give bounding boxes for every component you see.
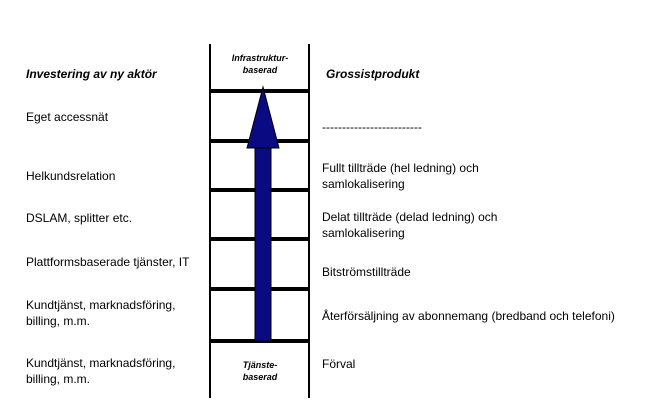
ladder-bottom-label [215,359,305,383]
investment-item [26,297,175,329]
investment-item-line: DSLAM, splitter etc. [26,211,133,225]
right-column-header: Grossistprodukt [326,67,420,81]
wholesale-product [322,308,615,324]
investment-item [26,109,108,125]
wholesale-product-line: Bitströmstillträde [322,265,411,279]
investment-item-line: Eget accessnät [26,110,109,124]
ladder-top-label [215,52,305,76]
investment-item-line: billing, m.m. [26,314,91,328]
wholesale-product-line: Återförsäljning av abonnemang (bredband och telefoni) [322,309,615,323]
wholesale-product-line: Delat tillträde (delad ledning) och [322,210,498,224]
left-column-header: Investering av ny aktör [26,67,157,81]
ladder-bottom-label-line: Tjänste- [242,360,278,370]
investment-item [26,254,189,270]
investment-item [26,355,175,387]
investment-item-line: Kundtjänst, marknadsföring, [26,298,176,312]
investment-item-line: billing, m.m. [26,372,91,386]
wholesale-product [322,209,497,241]
arrow-up-icon [247,87,279,341]
wholesale-product-line: ------------------------- [322,120,422,134]
investment-item [26,168,115,184]
investment-item-line: Helkundsrelation [26,169,116,183]
wholesale-product-line: samlokalisering [322,226,405,240]
ladder-top-label-line: baserad [242,65,278,75]
investment-item-line: Plattformsbaserade tjänster, IT [26,255,190,269]
wholesale-product [322,264,411,280]
wholesale-product-line: Förval [322,357,356,371]
investment-item-line: Kundtjänst, marknadsföring, [26,356,176,370]
ladder-top-label-line: Infrastruktur- [231,53,289,63]
wholesale-product [322,119,422,135]
wholesale-product-line: Fullt tillträde (hel ledning) och [322,161,479,175]
wholesale-product [322,160,479,192]
ladder-bottom-label-line: baserad [242,372,278,382]
investment-item [26,210,132,226]
wholesale-product [322,356,355,372]
wholesale-product-line: samlokalisering [322,177,405,191]
